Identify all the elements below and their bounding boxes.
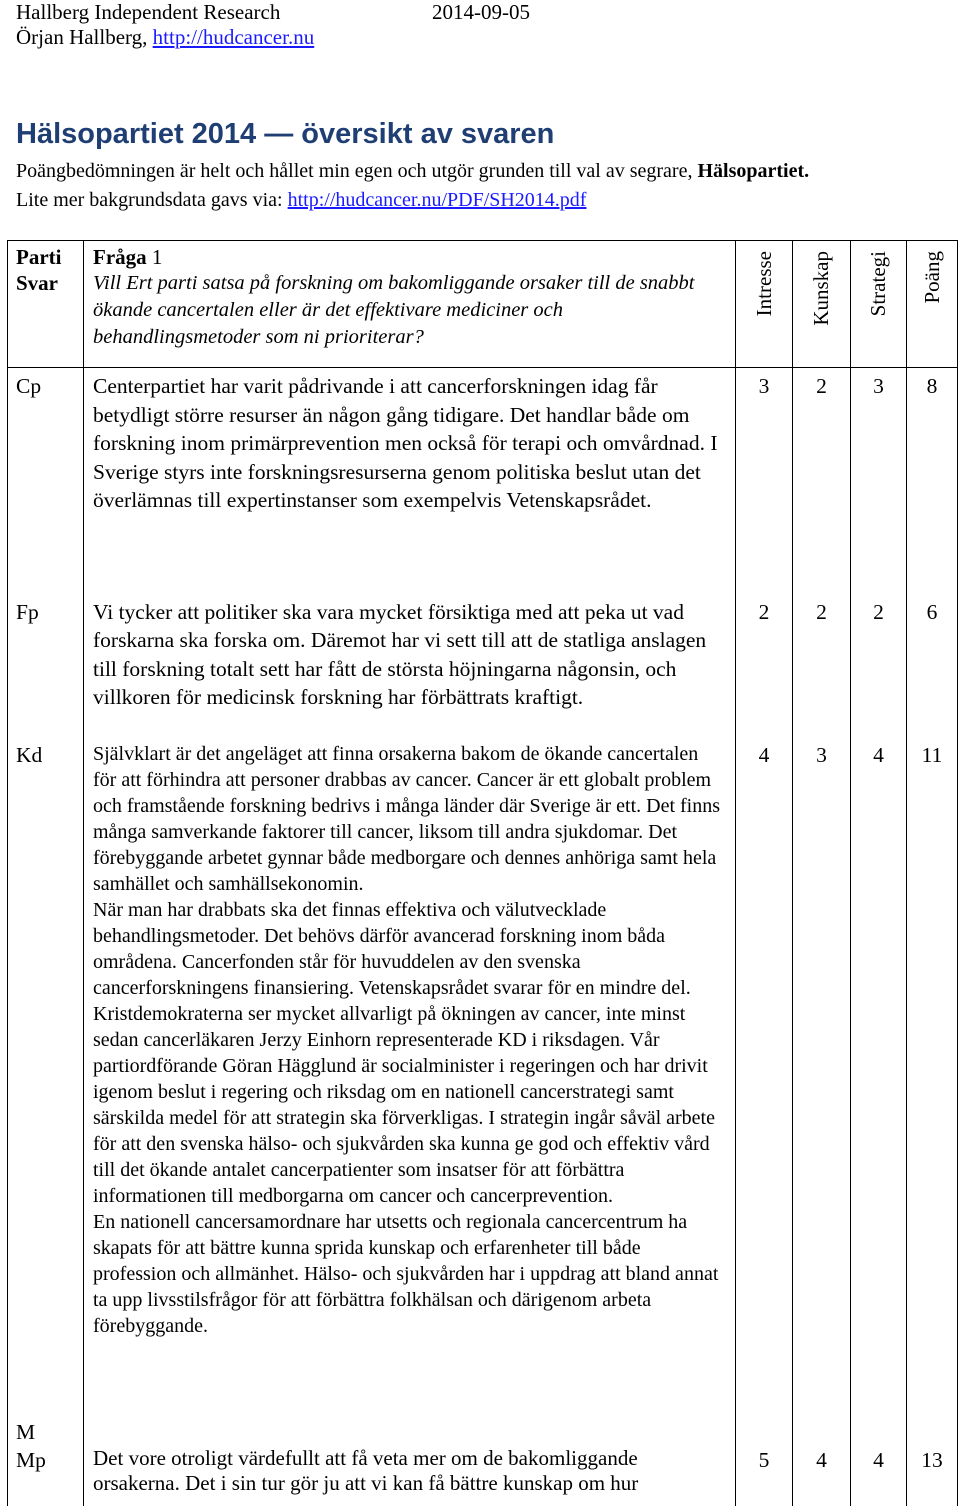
party-header-line-2: Svar [16, 271, 58, 295]
party-cell: Fp [8, 594, 84, 739]
score-interest: 2 [736, 594, 793, 739]
score-points: 6 [907, 594, 958, 739]
answer-cell: Vi tycker att politiker ska vara mycket försiktiga med att peka ut vad forskarna ska forska om. Däremot har vi sett till att de statliga anslagen till forskning totalt sett har fått de största höjningarna någonsin, och villkoren för medicinsk forskning har förbättrats kraftigt. [84, 594, 736, 739]
answer-paragraph: Självklart är det angeläget att finna orsakerna bakom de ökande cancertalen för att förhindra att personer drabbas av cancer. Cancer är ett globalt problem och framstående forskning bedrivs i många länder där Sverige är ett. Det finns många samverkande faktorer till cancer, liksom till andra sjukdomar. Det förebyggande arbetet gynnar både medborgare och dennes anhöriga samt hela samhället och samhällsekonomin. [93, 742, 721, 895]
header-author-link[interactable]: http://hudcancer.nu [152, 25, 315, 49]
header-date: 2014-09-05 [432, 0, 530, 24]
score-points [907, 1418, 958, 1447]
intro-pdf-link[interactable]: http://hudcancer.nu/PDF/SH2014.pdf [287, 189, 587, 211]
intro-line-1 [16, 160, 809, 183]
score-points: 11 [907, 739, 958, 1418]
answer-cell [84, 739, 736, 1418]
score-header-points [907, 241, 958, 368]
score-points: 8 [907, 368, 958, 594]
score-strategy: 4 [851, 739, 907, 1418]
question-number: 1 [151, 245, 163, 269]
score-header-knowledge-label: Kunskap [809, 251, 834, 326]
party-column-header [8, 241, 84, 368]
party-cell: Kd [8, 739, 84, 1418]
question-cell [84, 241, 736, 368]
answer-paragraph: När man har drabbats ska det finnas effektiva och välutvecklade behandlingsmetoder. Det behövs därför avancerad forskning inom båda områdena. Cancerfonden står för huvuddelen av den svenska cancerforskningens finansiering. Vetenskapsrådet svarar för en mindre del. [93, 898, 691, 999]
header-author: Örjan Hallberg, [16, 25, 153, 49]
question-label: Fråga [93, 245, 147, 269]
answer-paragraph: En nationell cancersamordnare har utsetts och regionala cancercentrum ha skapats för att bättre kunna sprida kunskap och erfarenheter till både profession och allmänhet. Hälso- och sjukvården har i uppdrag att bland annat ta upp livsstilsfrågor för att förbättra folkhälsan och därigenom arbeta förebyggande. [93, 1210, 719, 1337]
score-strategy: 3 [851, 368, 907, 594]
table-row-m [8, 1418, 958, 1447]
score-header-interest [736, 241, 793, 368]
answer-cell: Centerpartiet har varit pådrivande i att cancerforskningen idag får betydligt större resurser än någon gång tidigare. Det handlar både om forskning inom primärprevention men också för terapi och omvårdnad. I Sverige styrs inte forskningsresurserna genom politiska beslut utan det överlämnas till expertinstanser som exempelvis Vetenskapsrådet. [84, 368, 736, 594]
answer-cell: Det vore otroligt värdefullt att få veta mer om de bakomliggande orsakerna. Det i sin tur gör ju att vi kan få bättre kunskap om hur [84, 1446, 736, 1506]
header-org: Hallberg Independent Research [16, 0, 281, 24]
intro-line-2 [16, 189, 586, 212]
party-cell: Cp [8, 368, 84, 594]
answer-paragraph: Kristdemokraterna ser mycket allvarligt på ökningen av cancer, inte minst sedan cancerläkaren Jerzy Einhorn representerade KD i riksdagen. Vår partiordförande Göran Hägglund är socialminister i regeringen och har drivit igenom beslut i regering och riksdag om en nationell cancerstrategi samt särskilda medel för att strategin ska förverkligas. I strategin ingår såväl arbete för att den svenska hälso- och sjukvården ska kunna ge god och effektiv vård till det ökande antalet cancerpatienter som insatser för att förbättra informationen till medborgarna om cancer och cancerprevention. [93, 1002, 715, 1207]
intro-text-2: Lite mer bakgrundsdata gavs via: [16, 189, 288, 211]
score-knowledge: 3 [793, 739, 851, 1418]
page-title: Hälsopartiet 2014 — översikt av svaren [16, 118, 555, 150]
table-header-row [8, 241, 958, 368]
score-knowledge: 4 [793, 1446, 851, 1506]
score-header-interest-label: Intresse [751, 251, 776, 317]
question-heading [93, 244, 725, 270]
score-header-points-label: Poäng [919, 251, 944, 304]
party-header-line-1: Parti [16, 245, 62, 269]
table-row-cp [8, 368, 958, 594]
table-row-mp [8, 1446, 958, 1506]
party-cell: Mp [8, 1446, 84, 1506]
answer-cell [84, 1418, 736, 1447]
score-interest [736, 1418, 793, 1447]
header-author-line [16, 25, 314, 49]
score-strategy [851, 1418, 907, 1447]
score-header-knowledge [793, 241, 851, 368]
score-interest: 4 [736, 739, 793, 1418]
question-text: Vill Ert parti satsa på forskning om bakomliggande orsaker till de snabbt ökande cancertalen eller är det effektivare mediciner och behandlingsmetoder som ni prioriterar? [93, 272, 695, 348]
score-strategy: 4 [851, 1446, 907, 1506]
score-interest: 3 [736, 368, 793, 594]
score-knowledge [793, 1418, 851, 1447]
score-header-strategy [851, 241, 907, 368]
score-knowledge: 2 [793, 594, 851, 739]
score-knowledge: 2 [793, 368, 851, 594]
intro-text-1: Poängbedömningen är helt och hållet min egen och utgör grunden till val av segrare, [16, 160, 698, 182]
score-strategy: 2 [851, 594, 907, 739]
answers-table [7, 240, 958, 1506]
score-header-strategy-label: Strategi [866, 251, 891, 317]
table-row-fp [8, 594, 958, 739]
party-cell: M [8, 1418, 84, 1447]
table-row-kd [8, 739, 958, 1418]
intro-winner: Hälsopartiet. [697, 160, 810, 182]
score-interest: 5 [736, 1446, 793, 1506]
score-points: 13 [907, 1446, 958, 1506]
